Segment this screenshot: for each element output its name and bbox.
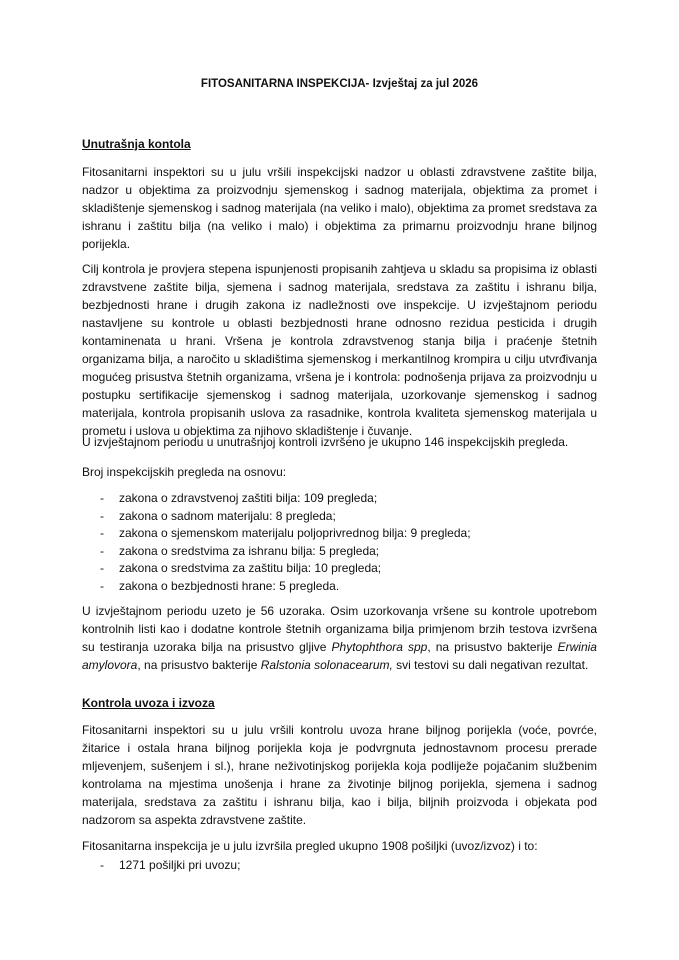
shipments-list [82, 857, 597, 875]
list-item: - zakona o sadnom materijalu: 8 pregleda; [100, 508, 336, 523]
paragraph-internal-scope: Fitosanitarni inspektori su u julu vršili inspekcijski nadzor u oblasti zdravstvene zaštite bilja, nadzor u objektima za proizvodnju sjemenskog i sadnog materijala, objektima za promet i skladištenje sjemenskog i sadnog materijala (na veliko i malo), objektima za promet sredstava za ishranu i zaštitu bilja (na veliko i malo) i objektima za primarnu proizvodnju hrane biljnog porijekla. [82, 165, 597, 251]
paragraph-samples: U izvještajnom periodu uzeto je 56 uzoraka. Osim uzorkovanja vršene su kontrole upotrebom kontrolnih listi kao i dodatne kontrole štetnih organizama bilja primjenom brzih testova izvršena su testiranja uzoraka bilja na prisustvo gljive Phytophthora spp, na prisustvo bakterije Erwinia amylovora, na prisustvo bakterije Ralstonia solonacearum, svi testovi su dali negativan rezultat. [82, 604, 597, 672]
paragraph-inspections-basis: Broj inspekcijskih pregleda na osnovu: [82, 465, 287, 479]
inspections-law-list [82, 490, 597, 596]
list-item: - zakona o sredstvima za ishranu bilja: 5 pregleda; [100, 543, 380, 558]
paragraph-total-shipments: Fitosanitarna inspekcija je u julu izvršila pregled ukupno 1908 pošiljki (uvoz/izvoz) i to: [82, 839, 538, 853]
section-heading-internal-control: Unutrašnja kontola [82, 137, 191, 151]
list-item: - 1271 pošiljki pri uvozu; [100, 858, 241, 872]
paragraph-control-goal: Cilj kontrola je provjera stepena ispunjenosti propisanih zahtjeva u skladu sa propisima iz oblasti zdravstvene zaštite bilja, sjemena i sadnog materijala, sredstava za zaštitu i ishranu bilja, bezbjednosti hrane i drugih zakona iz nadležnosti ove inspekcije. U izvještajnom periodu nastavljene su kontrole u oblasti bezbjednosti hrane odnosno rezidua pesticida i drugih kontaminenata u hrani. Vršena je kontrola zdravstvenog stanja bilja i praćenje štetnih organizama bilja, a naročito u skladištima sjemenskog i merkantilnog krompira u cilju utvrđivanja mogućeg prisustva štetnih organizama, vršena je i kontrola: podnošenja prijava za proizvodnju u postupku sertifikacije sjemenskog i sadnog materijala, uzorkovanje sjemenskog i sadnog materijala, kontrola propisanih uslova za rasadnike, kontrola kvaliteta sjemenskog materijala u prometu i uslova u objektima za njihovo skladištenje i čuvanje. [82, 262, 597, 438]
list-item: - zakona o bezbjednosti hrane: 5 pregleda. [100, 578, 340, 593]
list-item: - zakona o sredstvima za zaštitu bilja: 10 pregleda; [100, 561, 382, 576]
list-item: - zakona o zdravstvenoj zaštiti bilja: 109 pregleda; [100, 491, 378, 505]
page-title: FITOSANITARNA INSPEKCIJA- Izvještaj za jul 2026 [200, 78, 479, 90]
paragraph-total-inspections: U izvještajnom periodu u unutrašnjoj kontroli izvršeno je ukupno 146 inspekcijskih pregleda. [82, 435, 569, 449]
section-heading-import-export: Kontrola uvoza i izvoza [82, 696, 215, 710]
list-item: - zakona o sjemenskom materijalu poljoprivrednog bilja: 9 pregleda; [100, 526, 471, 541]
paragraph-import-export-scope: Fitosanitarni inspektori su u julu vršili kontrolu uvoza hrane biljnog porijekla (voće, povrće, žitarice i ostala hrana biljnog porijekla koja je podvrgnuta jednostavnom procesu prerade mljevenjem, sušenjem i sl.), hrane neživotinjskog porijekla koja podliježe pojačanim službenim kontrolama na mjestima unošenja i hrane za životinje biljnog porijekla, sjemena i sadnog materijala, sredstava za zaštitu i ishranu bilja, kao i bilja, biljnih proizvoda i objekata pod nadzorom sa aspekta zdravstvene zaštite. [82, 723, 597, 827]
